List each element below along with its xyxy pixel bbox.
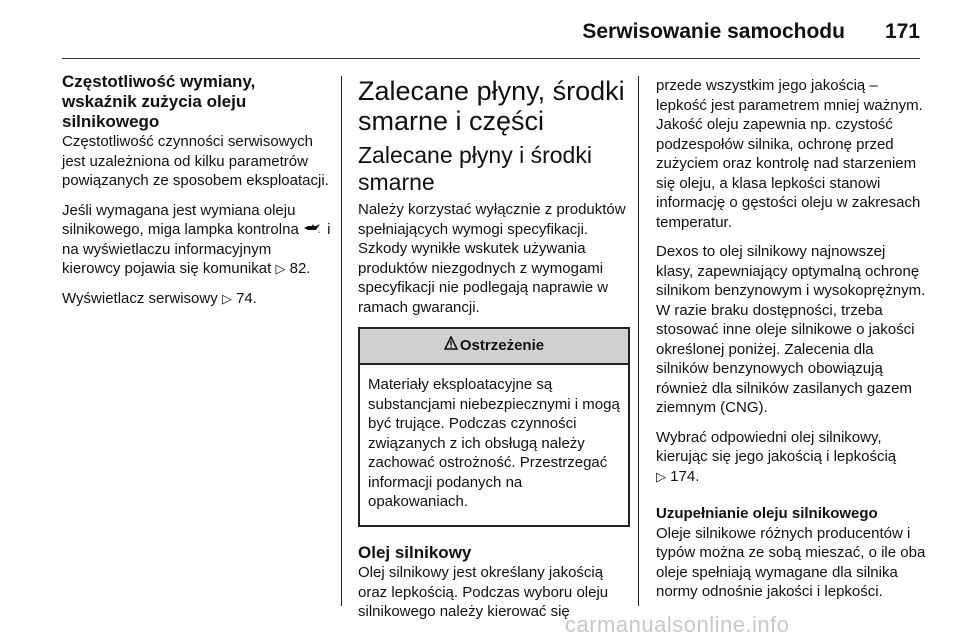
warning-text: Materiały eksploatacyjne są substancjami niebezpiecznymi i mogą być trujące. Podczas czynności związanych z ich obsługą należy zachować ostrożność. Przestrzegać informacji podanych na opakowaniach. bbox=[368, 376, 620, 510]
paragraph: Olej silnikowy jest określany jakością oraz lepkością. Podczas wyboru oleju silnikowego należy kierować się bbox=[358, 564, 609, 620]
page-reference[interactable]: 82. bbox=[289, 260, 311, 277]
warning-header bbox=[360, 329, 628, 365]
page-reference-arrow-icon: ▷ bbox=[275, 261, 286, 276]
watermark: carmanualsonline.info bbox=[565, 612, 790, 637]
page-number: 171 bbox=[884, 20, 920, 43]
page-reference[interactable]: 74. bbox=[236, 289, 257, 307]
page-header bbox=[62, 16, 920, 48]
warning-box bbox=[358, 327, 630, 527]
page-reference[interactable]: 174. bbox=[670, 467, 700, 485]
column-3 bbox=[656, 76, 926, 612]
section-heading-engine-oil: Olej silnikowy bbox=[358, 543, 472, 562]
paragraph: Wybrać odpowiedni olej silnikowy, kierując się jego jakością i lepkością ▷ 174. bbox=[656, 428, 897, 485]
paragraph: Należy korzystać wyłącznie z produktów spełniających wymogi specyfikacji. Szkody wynikłe wskutek używania produktów niezgodnych z wymogami specyfikacji nie podlegają naprawie w ramach gwarancji. bbox=[358, 201, 626, 316]
page-reference-arrow-icon: ▷ bbox=[221, 290, 232, 306]
section-heading-oil-change: Częstotliwość wymiany, wskaźnik zużycia oleju silnikowego bbox=[62, 72, 256, 131]
page-reference-arrow-icon: ▷ bbox=[656, 468, 666, 484]
warning-triangle-icon bbox=[444, 336, 458, 356]
column-divider-2 bbox=[638, 76, 639, 606]
header-title: Serwisowanie samochodu bbox=[582, 20, 845, 43]
header-divider bbox=[62, 58, 920, 59]
column-divider-1 bbox=[341, 76, 342, 606]
paragraph: Wyświetlacz serwisowy ▷ 74. bbox=[62, 289, 257, 307]
paragraph: Częstotliwość czynności serwisowych jest uzależniona od kilku parametrów powiązanych ze sposobem eksploatacji. bbox=[62, 133, 329, 189]
column-2 bbox=[358, 76, 630, 632]
section-title: Zalecane płyny i środki smarne bbox=[358, 142, 592, 195]
warning-label: Ostrzeżenie bbox=[459, 337, 545, 355]
oil-can-icon bbox=[303, 220, 323, 240]
chapter-title: Zalecane płyny, środki smarne i części bbox=[358, 76, 625, 136]
column-1 bbox=[62, 72, 332, 318]
subheading-oil-topping-up: Uzupełnianie oleju silnikowego bbox=[656, 505, 878, 522]
paragraph: Dexos to olej silnikowy najnowszej klasy, zapewniający optymalną ochronę silnikom benzynowym i wysokoprężnym. W razie braku dostępności, trzeba stosować inne oleje silnikowe o jakości określonej poniżej. Zalecenia dla silników benzynowych obowiązują również dla silników zasilanych gazem ziemnym (CNG). bbox=[656, 243, 926, 416]
paragraph: Oleje silnikowe różnych producentów i typów można ze sobą mieszać, o ile oba oleje spełniają wymagane dla silnika normy odnośnie jakości i lepkości. bbox=[656, 524, 926, 600]
paragraph: przede wszystkim jego jakością – lepkość jest parametrem mniej ważnym. Jakość oleju zapewnia np. czystość podzespołów silnika, ochronę przed zużyciem oraz kontrolę nad starzeniem się oleju, a klasa lepkości stanowi informację o gęstości oleju w zakresach temperatur. bbox=[656, 77, 923, 231]
paragraph: Jeśli wymagana jest wymiana oleju silnikowego, miga lampka kontrolna i na wyświetlaczu informacyjnym kierowcy pojawia się komunikat ▷ 82. bbox=[62, 201, 331, 277]
